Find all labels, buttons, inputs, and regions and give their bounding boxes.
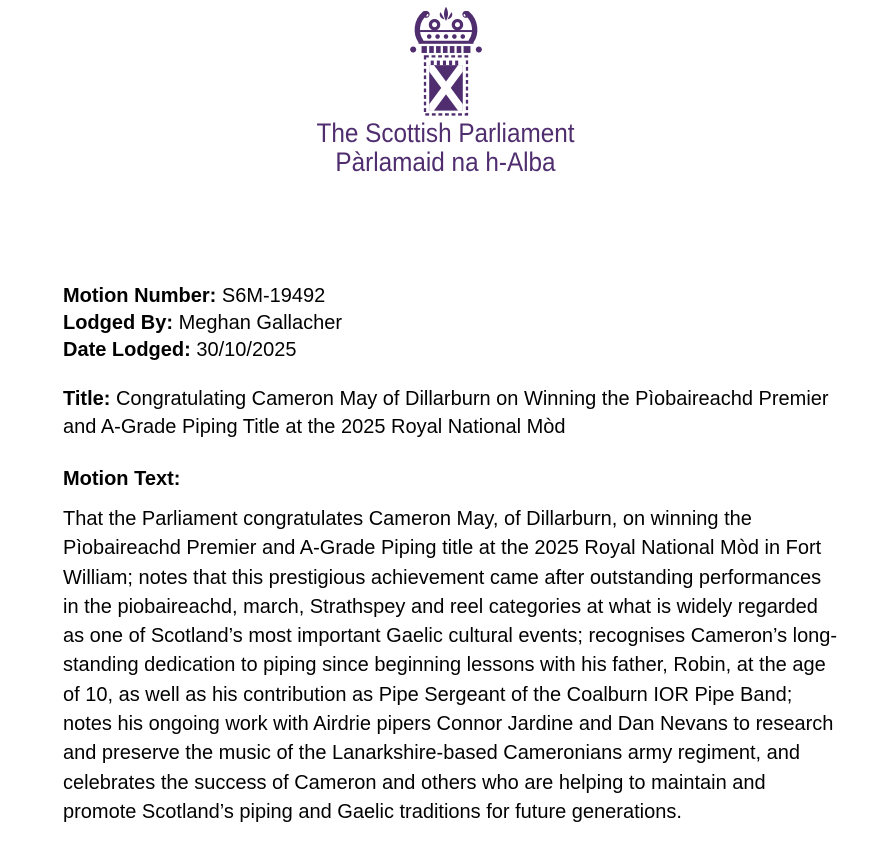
- motion-text-body: That the Parliament congratulates Cameron May, of Dillarburn, on winning the Pìobaireachd Premier and A-Grade Piping title at the 2025 Royal National Mòd in Fort William; notes that this prestigious achievement came after outstanding performances in the piobaireachd, march, Strathspey and reel categories at what is widely regarded as one of Scotland’s most important Gaelic cultural events; recognises Cameron’s long-standing dedication to piping since beginning lessons with his father, Robin, at the age of 10, as well as his contribution as Pipe Sergeant of the Coalburn IOR Pipe Band; notes his ongoing work with Airdrie pipers Connor Jardine and Dan Nevans to research and preserve the music of the Lanarkshire-based Cameronians army regiment, and celebrates the success of Cameron and others who are helping to maintain and promote Scotland’s piping and Gaelic traditions for future generations.: [63, 508, 838, 823]
- motion-number-label: Motion Number:: [63, 285, 217, 307]
- date-lodged-value: 30/10/2025: [196, 339, 297, 361]
- date-lodged-row: [63, 337, 839, 364]
- date-lodged-label: Date Lodged:: [63, 339, 191, 361]
- motion-text-heading: Motion Text:: [63, 468, 181, 490]
- scottish-parliament-logo: [0, 0, 891, 177]
- parliament-crest-icon: [399, 6, 493, 119]
- logo-title-gaelic: Pàrlamaid na h-Alba: [335, 147, 556, 177]
- motion-number-value: S6M-19492: [221, 285, 326, 307]
- lodged-by-label: Lodged By:: [63, 312, 173, 334]
- motion-title-label: Title:: [63, 388, 111, 410]
- logo-title-english: The Scottish Parliament: [316, 118, 575, 148]
- lodged-by-value: Meghan Gallacher: [178, 312, 342, 334]
- motion-content: [63, 283, 839, 827]
- lodged-by-row: [63, 310, 839, 337]
- motion-title: [63, 385, 839, 441]
- motion-title-text: Congratulating Cameron May of Dillarburn on Winning the Pìobaireachd Premier and A-Grade Piping Title at the 2025 Royal National Mòd: [63, 388, 829, 438]
- motion-number-row: [63, 283, 839, 310]
